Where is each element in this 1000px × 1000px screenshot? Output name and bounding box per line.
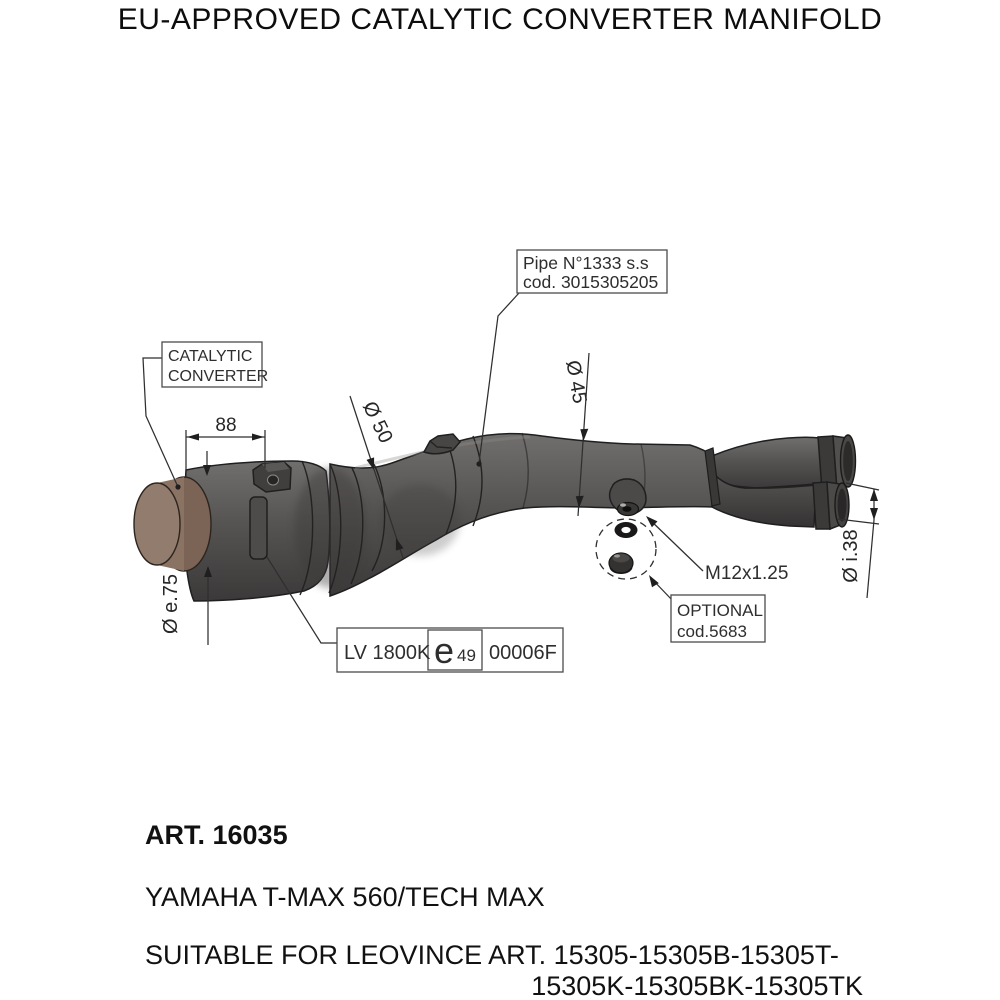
converter-end-cap (134, 477, 211, 571)
page-title: EU-APPROVED CATALYTIC CONVERTER MANIFOLD (117, 3, 883, 36)
suitable-for-line2: 15305K-15305BK-15305TK (531, 971, 863, 1000)
article-number: ART. 16035 (145, 820, 288, 850)
optional-line2: cod.5683 (677, 622, 747, 641)
plug-bolt (609, 553, 633, 574)
e-mark-plate (250, 497, 267, 559)
pipe-code-line1: Pipe N°1333 s.s (523, 253, 649, 273)
callout-optional (649, 575, 765, 642)
vehicle-model: YAMAHA T-MAX 560/TECH MAX (145, 882, 545, 912)
outlet-lower (813, 482, 849, 529)
suitable-for-line1: SUITABLE FOR LEOVINCE ART. 15305-15305B-15305T- (145, 940, 839, 970)
dim-dia-i38-text: Ø i.38 (840, 529, 862, 583)
dim-dia-50-text: Ø 50 (358, 398, 397, 447)
thread-spec-text: M12x1.25 (705, 563, 789, 584)
callout-thread-spec (646, 516, 788, 584)
y-collector-upper-branch (712, 437, 823, 489)
oxygen-sensor-boss (610, 479, 646, 516)
converter-bracket (253, 462, 291, 492)
homologation-e-number: 49 (457, 646, 476, 665)
dim-dia-e75-text: Ø e.75 (160, 573, 182, 635)
optional-line1: OPTIONAL (677, 601, 763, 620)
washer (615, 522, 638, 538)
catalytic-label-line2: CONVERTER (168, 368, 269, 385)
homologation-prefix: LV 1800K (344, 642, 431, 664)
dim-dia-45-text: Ø 45 (561, 358, 591, 406)
catalytic-label-line1: CATALYTIC (168, 348, 253, 365)
pipe-code-line2: cod. 3015305205 (523, 272, 659, 292)
dim-88-text: 88 (215, 415, 237, 436)
homologation-e-mark: e (434, 630, 455, 671)
homologation-code: 00006F (489, 642, 557, 664)
